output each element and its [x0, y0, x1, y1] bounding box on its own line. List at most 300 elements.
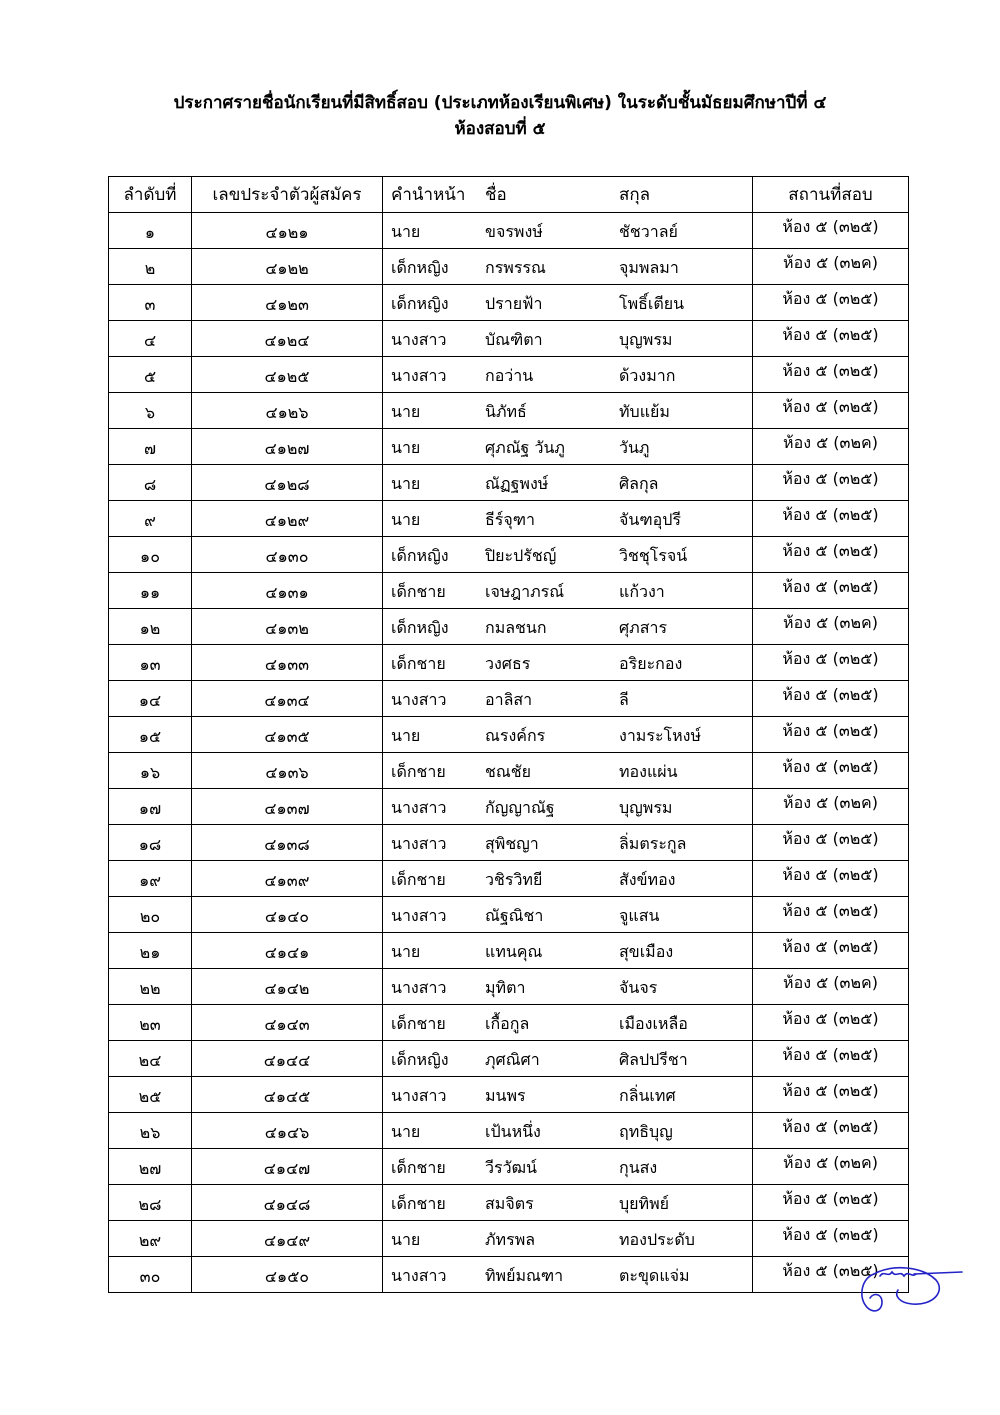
document-subtitle-exam-room: ห้องสอบที่ ๕: [454, 119, 546, 139]
last-name-text: ลิ่มตระกูล: [619, 834, 687, 853]
exam-place-text: ห้อง ๕ (๓๒ค): [783, 253, 878, 272]
first-name-text: เป้นหนึ่ง: [485, 1122, 541, 1141]
cell-seq: [109, 681, 192, 717]
exam-place-text: ห้อง ๕ (๓๒๕): [782, 217, 879, 236]
table-row: [109, 1113, 909, 1149]
cell-applicant-id: [192, 321, 383, 357]
cell-applicant-id: [192, 1257, 383, 1293]
cell-exam-place: [753, 1185, 909, 1221]
applicant-id-text: ๔๑๓๑: [265, 583, 309, 602]
cell-applicant-id: [192, 609, 383, 645]
cell-seq: [109, 645, 192, 681]
cell-name-group: [383, 933, 753, 969]
cell-name-group: [383, 285, 753, 321]
first-name-text: แทนคุณ: [485, 942, 543, 961]
first-name-text: มุทิตา: [485, 978, 526, 997]
applicant-id-text: ๔๑๔๕: [263, 1087, 311, 1106]
last-name-text: บุญพรม: [619, 330, 673, 349]
cell-name-group: [383, 789, 753, 825]
table-row: [109, 1041, 909, 1077]
last-name-text: สุขเมือง: [619, 942, 674, 961]
exam-place-text: ห้อง ๕ (๓๒๕): [782, 685, 879, 704]
applicant-id-text: ๔๑๔๐: [264, 907, 310, 926]
cell-applicant-id: [192, 393, 383, 429]
exam-place-text: ห้อง ๕ (๓๒๕): [782, 505, 879, 524]
prefix-text: นาย: [391, 726, 421, 745]
cell-exam-place: [753, 933, 909, 969]
seq-text: ๕: [143, 367, 157, 386]
cell-exam-place: [753, 285, 909, 321]
cell-name-group: [383, 861, 753, 897]
exam-place-text: ห้อง ๕ (๓๒๕): [782, 1009, 879, 1028]
last-name-text: สังข์ทอง: [619, 870, 676, 889]
table-row: [109, 861, 909, 897]
first-name-text: บัณฑิตา: [485, 330, 543, 349]
seq-text: ๒๙: [138, 1231, 162, 1250]
exam-place-text: ห้อง ๕ (๓๒๕): [782, 1117, 879, 1136]
last-name-text: จุมพลมา: [619, 258, 679, 277]
exam-place-text: ห้อง ๕ (๓๒ค): [783, 793, 878, 812]
cell-seq: [109, 573, 192, 609]
cell-name-group: [383, 645, 753, 681]
prefix-text: นาย: [391, 510, 421, 529]
header-last-name: สกุล: [619, 185, 651, 205]
prefix-text: นาย: [391, 222, 421, 241]
cell-seq: [109, 1041, 192, 1077]
header-seq: ลำดับที่: [109, 177, 192, 213]
table-row: [109, 933, 909, 969]
cell-seq: [109, 285, 192, 321]
applicant-id-text: ๔๑๒๙: [264, 511, 310, 530]
applicant-id-text: ๔๑๒๒: [265, 259, 309, 278]
prefix-text: นางสาว: [391, 978, 447, 997]
prefix-text: เด็กชาย: [391, 870, 446, 889]
first-name-text: ชณชัย: [485, 762, 531, 781]
cell-seq: [109, 537, 192, 573]
document-title: ประกาศรายชื่อนักเรียนที่มีสิทธิ์สอบ (ประเภทห้องเรียนพิเศษ) ในระดับชั้นมัธยมศึกษาปีที่ ๔: [173, 93, 827, 113]
table-row: [109, 393, 909, 429]
cell-seq: [109, 1113, 192, 1149]
prefix-text: เด็กชาย: [391, 1194, 446, 1213]
seq-text: ๒๘: [138, 1195, 162, 1214]
exam-place-text: ห้อง ๕ (๓๒๕): [782, 397, 879, 416]
table-row: [109, 645, 909, 681]
cell-name-group: [383, 897, 753, 933]
cell-name-group: [383, 393, 753, 429]
applicant-id-text: ๔๑๒๓: [265, 295, 309, 314]
seq-text: ๑๔: [138, 691, 162, 710]
last-name-text: จันจร: [619, 978, 658, 997]
applicant-id-text: ๔๑๒๗: [264, 439, 310, 458]
cell-applicant-id: [192, 573, 383, 609]
applicant-id-text: ๔๑๔๘: [263, 1195, 311, 1214]
first-name-text: วีรวัฒน์: [485, 1158, 537, 1177]
cell-seq: [109, 321, 192, 357]
applicant-id-text: ๔๑๒๘: [264, 475, 310, 494]
cell-seq: [109, 789, 192, 825]
cell-seq: [109, 969, 192, 1005]
exam-place-text: ห้อง ๕ (๓๒๕): [782, 1081, 879, 1100]
last-name-text: จันฑอุปรี: [619, 510, 681, 529]
last-name-text: ชัชวาลย์: [619, 222, 678, 241]
exam-place-text: ห้อง ๕ (๓๒๕): [782, 937, 879, 956]
seq-text: ๒๕: [138, 1087, 162, 1106]
table-row: [109, 1005, 909, 1041]
cell-seq: [109, 1149, 192, 1185]
cell-applicant-id: [192, 681, 383, 717]
cell-seq: [109, 1221, 192, 1257]
prefix-text: เด็กชาย: [391, 1014, 446, 1033]
applicant-id-text: ๔๑๒๕: [264, 367, 310, 386]
cell-applicant-id: [192, 645, 383, 681]
cell-applicant-id: [192, 861, 383, 897]
cell-applicant-id: [192, 825, 383, 861]
exam-place-text: ห้อง ๕ (๓๒๕): [782, 829, 879, 848]
seq-text: ๒๐: [139, 907, 161, 926]
cell-name-group: [383, 249, 753, 285]
table-row: [109, 573, 909, 609]
applicant-id-text: ๔๑๕๐: [264, 1267, 310, 1286]
exam-place-text: ห้อง ๕ (๓๒๕): [782, 1261, 879, 1280]
header-applicant-id: เลขประจำตัวผู้สมัคร: [192, 177, 383, 213]
cell-exam-place: [753, 1113, 909, 1149]
cell-exam-place: [753, 1149, 909, 1185]
cell-applicant-id: [192, 1185, 383, 1221]
cell-exam-place: [753, 681, 909, 717]
table-row: [109, 285, 909, 321]
exam-place-text: ห้อง ๕ (๓๒๕): [782, 721, 879, 740]
exam-place-text: ห้อง ๕ (๓๒๕): [782, 1189, 879, 1208]
last-name-text: กลิ่นเทศ: [619, 1086, 676, 1105]
last-name-text: ฤทธิบุญ: [619, 1122, 673, 1141]
applicant-id-text: ๔๑๔๖: [264, 1123, 310, 1142]
table-row: [109, 249, 909, 285]
prefix-text: นางสาว: [391, 1086, 447, 1105]
candidate-table: [108, 176, 909, 1293]
signature: [852, 1256, 964, 1318]
exam-place-text: ห้อง ๕ (๓๒ค): [783, 973, 878, 992]
last-name-text: ด้วงมาก: [619, 366, 676, 385]
last-name-text: ทองแผ่น: [619, 762, 678, 781]
seq-text: ๑๗: [138, 799, 162, 818]
last-name-text: ลี: [619, 690, 629, 709]
prefix-text: นางสาว: [391, 798, 447, 817]
prefix-text: เด็กชาย: [391, 582, 446, 601]
header-prefix: คำนำหน้า: [391, 185, 466, 205]
prefix-text: นางสาว: [391, 690, 447, 709]
seq-text: ๑๒: [139, 619, 161, 638]
applicant-id-text: ๔๑๓๐: [265, 547, 309, 566]
prefix-text: นาย: [391, 438, 421, 457]
cell-name-group: [383, 573, 753, 609]
exam-place-text: ห้อง ๕ (๓๒ค): [783, 1153, 878, 1172]
applicant-id-text: ๔๑๔๗: [263, 1159, 311, 1178]
last-name-text: จูแสน: [619, 906, 660, 925]
cell-name-group: [383, 465, 753, 501]
prefix-text: เด็กชาย: [391, 1158, 446, 1177]
cell-name-group: [383, 969, 753, 1005]
first-name-text: ณรงค์กร: [485, 726, 546, 745]
cell-exam-place: [753, 1077, 909, 1113]
prefix-text: นางสาว: [391, 1266, 447, 1285]
cell-applicant-id: [192, 717, 383, 753]
cell-exam-place: [753, 537, 909, 573]
applicant-id-text: ๔๑๓๗: [264, 799, 310, 818]
last-name-text: ศิลปปรีชา: [619, 1050, 688, 1069]
cell-exam-place: [753, 393, 909, 429]
prefix-text: เด็กชาย: [391, 654, 446, 673]
applicant-id-text: ๔๑๔๑: [264, 943, 310, 962]
cell-exam-place: [753, 1041, 909, 1077]
prefix-text: เด็กชาย: [391, 762, 446, 781]
applicant-id-text: ๔๑๓๕: [264, 727, 310, 746]
last-name-text: โพธิ์เตียน: [619, 294, 685, 313]
prefix-text: นาย: [391, 942, 421, 961]
applicant-id-text: ๔๑๔๔: [263, 1051, 311, 1070]
cell-seq: [109, 1185, 192, 1221]
exam-place-text: ห้อง ๕ (๓๒๕): [782, 361, 879, 380]
cell-seq: [109, 717, 192, 753]
table-row: [109, 501, 909, 537]
applicant-id-text: ๔๑๓๔: [264, 691, 310, 710]
cell-name-group: [383, 681, 753, 717]
seq-text: ๑๕: [138, 727, 162, 746]
cell-name-group: [383, 1005, 753, 1041]
seq-text: ๑๐: [140, 547, 160, 566]
cell-seq: [109, 465, 192, 501]
last-name-text: อริยะกอง: [619, 654, 683, 673]
first-name-text: เจษฎาภรณ์: [485, 582, 565, 601]
cell-applicant-id: [192, 1077, 383, 1113]
table-row: [109, 681, 909, 717]
first-name-text: ศุภณัฐ วันภู: [485, 438, 565, 457]
cell-exam-place: [753, 429, 909, 465]
cell-seq: [109, 609, 192, 645]
seq-text: ๓: [144, 295, 156, 314]
table-row: [109, 1077, 909, 1113]
seq-text: ๑๘: [138, 835, 162, 854]
cell-applicant-id: [192, 213, 383, 249]
cell-applicant-id: [192, 789, 383, 825]
cell-seq: [109, 429, 192, 465]
last-name-text: กุนสง: [619, 1158, 658, 1177]
applicant-id-text: ๔๑๓๙: [264, 871, 310, 890]
first-name-text: กรพรรณ: [485, 258, 546, 277]
first-name-text: ธีร์จุฑา: [485, 510, 535, 529]
cell-exam-place: [753, 609, 909, 645]
cell-name-group: [383, 825, 753, 861]
cell-seq: [109, 213, 192, 249]
exam-place-text: ห้อง ๕ (๓๒๕): [782, 649, 879, 668]
table-row: [109, 321, 909, 357]
last-name-text: งามระโหงษ์: [619, 726, 702, 745]
exam-place-text: ห้อง ๕ (๓๒๕): [782, 325, 879, 344]
table-row: [109, 1185, 909, 1221]
cell-name-group: [383, 321, 753, 357]
last-name-text: วิชชุโรจน์: [619, 546, 688, 565]
applicant-id-text: ๔๑๒๑: [265, 223, 309, 242]
first-name-text: สมจิตร: [485, 1194, 534, 1213]
header-exam-place: สถานที่สอบ: [753, 177, 909, 213]
first-name-text: ทิพย์มณฑา: [485, 1266, 564, 1285]
cell-exam-place: [753, 465, 909, 501]
table-row: [109, 357, 909, 393]
exam-place-text: ห้อง ๕ (๓๒ค): [783, 433, 878, 452]
last-name-text: ตะขุดแจ่ม: [619, 1266, 690, 1285]
first-name-text: ณัฐณิชา: [485, 906, 544, 925]
cell-exam-place: [753, 861, 909, 897]
first-name-text: ณัฏฐพงษ์: [485, 474, 549, 493]
exam-place-text: ห้อง ๕ (๓๒๕): [782, 469, 879, 488]
cell-seq: [109, 753, 192, 789]
first-name-text: ภัทรพล: [485, 1230, 536, 1249]
first-name-text: กัญญาณัฐ: [485, 798, 555, 817]
cell-applicant-id: [192, 897, 383, 933]
seq-text: ๙: [144, 511, 156, 530]
cell-exam-place: [753, 573, 909, 609]
cell-seq: [109, 501, 192, 537]
table-row: [109, 753, 909, 789]
seq-text: ๔: [143, 331, 157, 350]
prefix-text: นาย: [391, 402, 421, 421]
exam-place-text: ห้อง ๕ (๓๒ค): [783, 613, 878, 632]
cell-name-group: [383, 1077, 753, 1113]
first-name-text: ขจรพงษ์: [485, 222, 543, 241]
first-name-text: วชิรวิทยี: [485, 870, 543, 889]
exam-place-text: ห้อง ๕ (๓๒๕): [782, 541, 879, 560]
prefix-text: นางสาว: [391, 366, 447, 385]
seq-text: ๑๙: [139, 871, 161, 890]
cell-exam-place: [753, 1221, 909, 1257]
cell-applicant-id: [192, 1005, 383, 1041]
prefix-text: นางสาว: [391, 906, 447, 925]
cell-exam-place: [753, 501, 909, 537]
exam-place-text: ห้อง ๕ (๓๒๕): [782, 289, 879, 308]
cell-applicant-id: [192, 1221, 383, 1257]
cell-applicant-id: [192, 933, 383, 969]
cell-name-group: [383, 753, 753, 789]
cell-seq: [109, 357, 192, 393]
applicant-id-text: ๔๑๓๒: [265, 619, 309, 638]
cell-seq: [109, 1257, 192, 1293]
exam-place-text: ห้อง ๕ (๓๒๕): [782, 865, 879, 884]
cell-exam-place: [753, 321, 909, 357]
cell-seq: [109, 249, 192, 285]
first-name-text: เกื้อกูล: [485, 1014, 530, 1033]
cell-applicant-id: [192, 969, 383, 1005]
prefix-text: เด็กหญิง: [391, 294, 449, 313]
first-name-text: ปรายฟ้า: [485, 294, 543, 313]
cell-name-group: [383, 213, 753, 249]
last-name-text: ศุภสาร: [619, 618, 668, 637]
applicant-id-text: ๔๑๓๓: [264, 655, 310, 674]
header-first-name: ชื่อ: [485, 185, 507, 205]
cell-exam-place: [753, 1005, 909, 1041]
first-name-text: กอว่าน: [485, 366, 534, 385]
prefix-text: นางสาว: [391, 834, 447, 853]
table-row: [109, 969, 909, 1005]
last-name-text: วันภู: [619, 438, 650, 457]
first-name-text: มนพร: [485, 1086, 526, 1105]
first-name-text: นิภัทธ์: [485, 402, 527, 421]
applicant-id-text: ๔๑๒๔: [264, 331, 310, 350]
last-name-text: ทับแย้ม: [619, 402, 670, 421]
table-row: [109, 609, 909, 645]
first-name-text: ปิยะปรัชญ์: [485, 546, 557, 565]
cell-exam-place: [753, 825, 909, 861]
seq-text: ๗: [143, 439, 157, 458]
cell-seq: [109, 897, 192, 933]
cell-exam-place: [753, 897, 909, 933]
cell-name-group: [383, 1221, 753, 1257]
applicant-id-text: ๔๑๔๓: [264, 1015, 310, 1034]
table-body: [109, 213, 909, 1293]
table-row: [109, 537, 909, 573]
table-header-row: [109, 177, 909, 213]
cell-seq: [109, 393, 192, 429]
cell-applicant-id: [192, 357, 383, 393]
first-name-text: กมลชนก: [485, 618, 547, 637]
prefix-text: เด็กหญิง: [391, 618, 449, 637]
cell-applicant-id: [192, 537, 383, 573]
table-row: [109, 465, 909, 501]
last-name-text: บุญพรม: [619, 798, 673, 817]
last-name-text: ทองประดับ: [619, 1230, 695, 1249]
seq-text: ๑: [144, 223, 156, 242]
seq-text: ๒๓: [139, 1015, 161, 1034]
table-row: [109, 825, 909, 861]
cell-seq: [109, 825, 192, 861]
seq-text: ๒๔: [138, 1051, 162, 1070]
exam-place-text: ห้อง ๕ (๓๒๕): [782, 1045, 879, 1064]
exam-place-text: ห้อง ๕ (๓๒๕): [782, 901, 879, 920]
cell-seq: [109, 861, 192, 897]
exam-place-text: ห้อง ๕ (๓๒๕): [782, 757, 879, 776]
cell-seq: [109, 933, 192, 969]
prefix-text: นาย: [391, 1122, 421, 1141]
exam-place-text: ห้อง ๕ (๓๒๕): [782, 577, 879, 596]
last-name-text: แก้วงา: [619, 582, 665, 601]
cell-exam-place: [753, 789, 909, 825]
seq-text: ๒: [144, 259, 156, 278]
exam-place-text: ห้อง ๕ (๓๒๕): [782, 1225, 879, 1244]
table-row: [109, 1257, 909, 1293]
seq-text: ๖: [144, 403, 156, 422]
last-name-text: บุยทิพย์: [619, 1194, 669, 1213]
prefix-text: นางสาว: [391, 330, 447, 349]
cell-applicant-id: [192, 429, 383, 465]
cell-name-group: [383, 1041, 753, 1077]
applicant-id-text: ๔๑๓๘: [264, 835, 310, 854]
seq-text: ๒๑: [139, 943, 161, 962]
seq-text: ๒๖: [139, 1123, 161, 1142]
cell-name-group: [383, 609, 753, 645]
table-row: [109, 717, 909, 753]
cell-exam-place: [753, 249, 909, 285]
cell-applicant-id: [192, 465, 383, 501]
first-name-text: สุพิชญา: [485, 834, 539, 853]
cell-name-group: [383, 717, 753, 753]
cell-applicant-id: [192, 249, 383, 285]
applicant-id-text: ๔๑๓๖: [265, 763, 309, 782]
cell-name-group: [383, 357, 753, 393]
prefix-text: เด็กหญิง: [391, 1050, 449, 1069]
seq-text: ๘: [143, 475, 157, 494]
seq-text: ๒๒: [139, 979, 161, 998]
seq-text: ๒๗: [138, 1159, 162, 1178]
cell-exam-place: [753, 969, 909, 1005]
cell-exam-place: [753, 213, 909, 249]
